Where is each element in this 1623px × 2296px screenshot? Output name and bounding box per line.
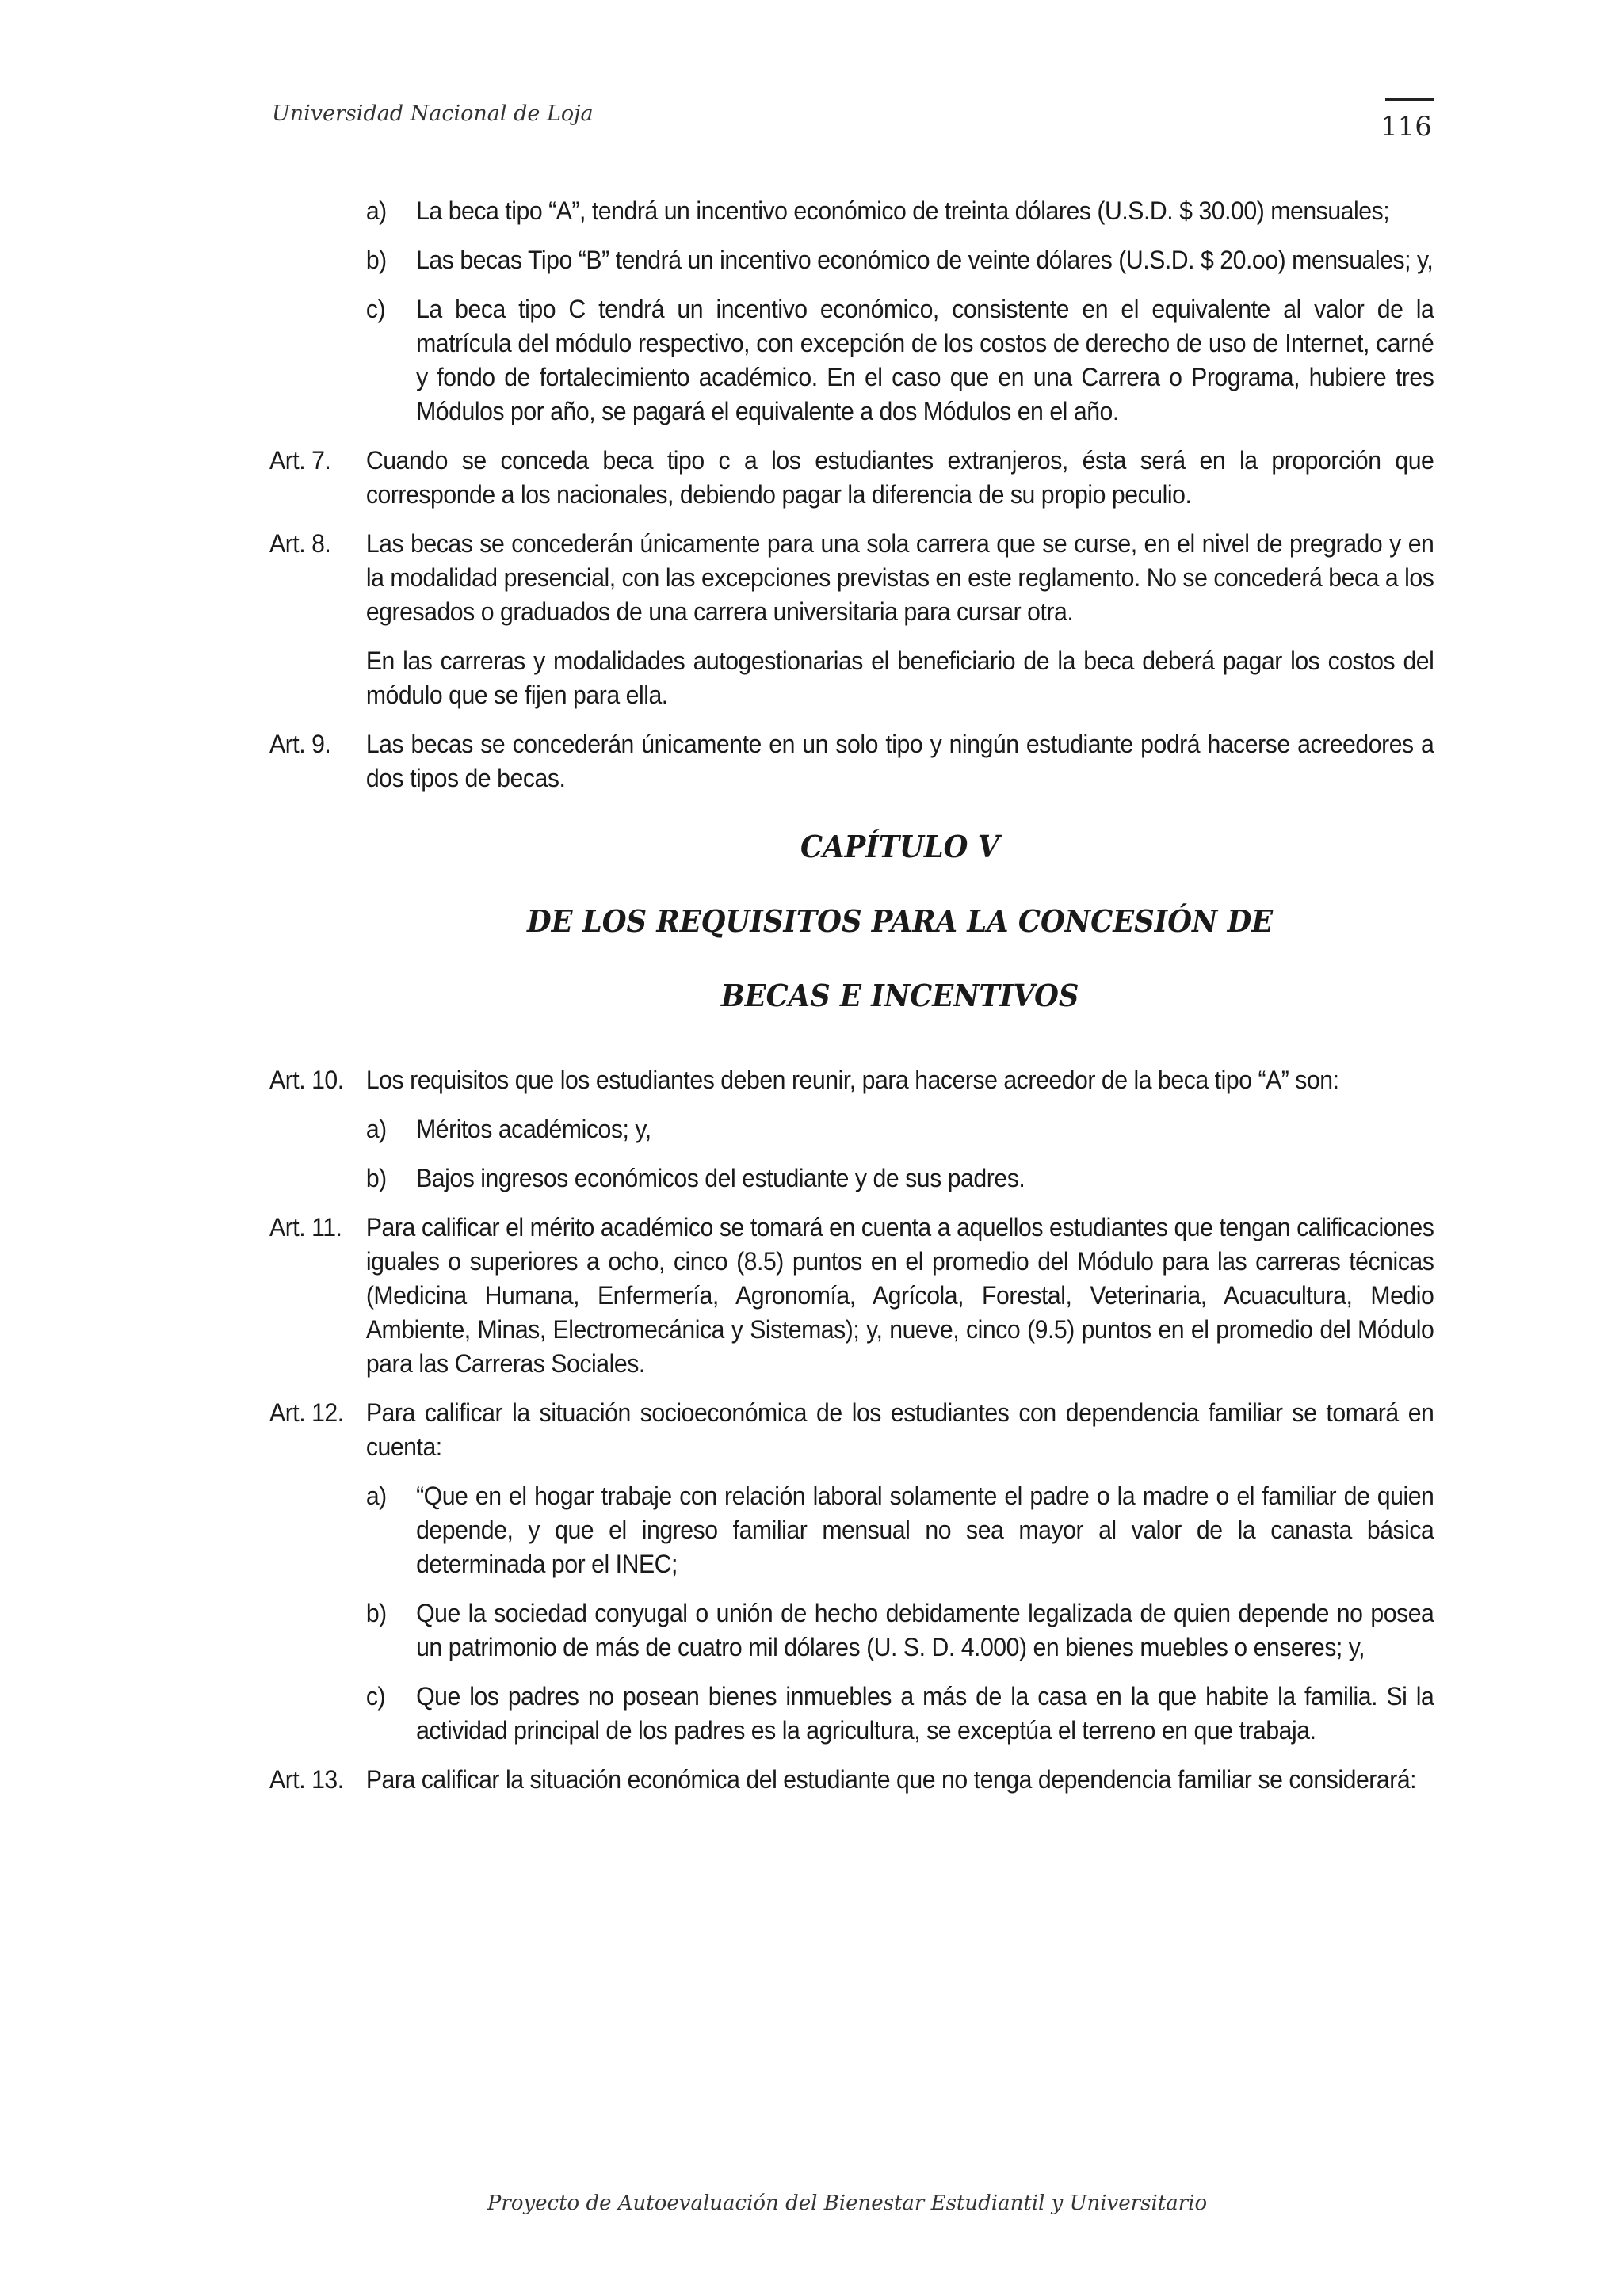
list-item [366, 1112, 1434, 1146]
article-9 [269, 727, 1434, 795]
article-8 [269, 527, 1434, 629]
article-text: Cuando se conceda beca tipo c a los estudiantes extranjeros, ésta será en la proporción que corresponde a los nacionales, debiendo pagar la diferencia de su propio peculio. [365, 446, 1434, 509]
list-item [366, 1479, 1434, 1581]
article-8-paragraph: En las carreras y modalidades autogestionarias el beneficiario de la beca deberá pagar los costos del módulo que se fijen para ella. [365, 646, 1434, 709]
item-text: Méritos académicos; y, [416, 1115, 651, 1143]
item-label: c) [365, 295, 386, 323]
article-text: Para calificar el mérito académico se tomará en cuenta a aquellos estudiantes que tengan calificaciones iguales o superiores a ocho, cinco (8.5) puntos en el promedio del Módulo para las carreras técnicas (Medicina Humana, Enfermería, Agronomía, Agrícola, Forestal, Veterinaria, Acuacultura, Medio Ambiente, Minas, Electromecánica y Sistemas); y, nueve, cinco (9.5) puntos en el promedio del Módulo para las Carreras Sociales. [365, 1213, 1434, 1378]
page-footer: Proyecto de Autoevaluación del Bienestar Estudiantil y Universitario [487, 2191, 1208, 2215]
item-label: b) [365, 246, 387, 274]
article-11 [269, 1211, 1434, 1381]
item-text: La beca tipo “A”, tendrá un incentivo económico de treinta dólares (U.S.D. $ 30.00) mensuales; [416, 196, 1390, 225]
article-text: Las becas se concederán únicamente para una sola carrera que se curse, en el nivel de pregrado y en la modalidad presencial, con las excepciones previstas en este reglamento. No se concederá beca a los egresados o graduados de una carrera universitaria para cursar otra. [365, 529, 1434, 626]
list-item [366, 1161, 1434, 1196]
item-text: “Que en el hogar trabaje con relación laboral solamente el padre o la madre o el familiar de quien depende, y que el ingreso familiar mensual no sea mayor al valor de la canasta básica determinada por el INEC; [416, 1482, 1434, 1578]
article-10 [269, 1063, 1434, 1097]
article-label: Art. 12. [269, 1398, 344, 1427]
chapter-title-line1: DE LOS REQUISITOS PARA LA CONCESIÓN DE [527, 903, 1274, 939]
article-label: Art. 8. [269, 529, 331, 558]
header-institution: Universidad Nacional de Loja [272, 101, 594, 126]
article-text: Para calificar la situación socioeconómica de los estudiantes con dependencia familiar se tomará en cuenta: [365, 1398, 1434, 1461]
list-item [366, 1680, 1434, 1748]
item-label: a) [365, 196, 387, 225]
item-label: a) [365, 1482, 387, 1510]
list-item [366, 1596, 1434, 1665]
list-item [366, 194, 1434, 228]
list-item [366, 243, 1434, 277]
document-body [269, 194, 1434, 1812]
item-text: Las becas Tipo “B” tendrá un incentivo económico de veinte dólares (U.S.D. $ 20.oo) mensuales; y, [416, 246, 1434, 274]
article-13 [269, 1763, 1434, 1797]
article-label: Art. 11. [269, 1213, 342, 1241]
item-text: Bajos ingresos económicos del estudiante y de sus padres. [416, 1164, 1025, 1192]
item-text: La beca tipo C tendrá un incentivo económico, consistente en el equivalente al valor de la matrícula del módulo respectivo, con excepción de los costos de derecho de uso de Internet, carné y fondo de fortalecimiento académico. En el caso que en una Carrera o Programa, hubiere tres Módulos por año, se pagará el equivalente a dos Módulos en el año. [416, 295, 1434, 425]
list-item [366, 292, 1434, 429]
item-text: Que los padres no posean bienes inmuebles a más de la casa en la que habite la familia. Si la actividad principal de los padres es la agricultura, se exceptúa el terreno en que trabaja. [416, 1682, 1434, 1745]
chapter-number: CAPÍTULO V [800, 829, 1000, 864]
article-label: Art. 9. [269, 730, 331, 758]
item-label: b) [365, 1599, 387, 1627]
header-rule [1385, 98, 1434, 101]
page-number: 116 [1381, 111, 1432, 143]
article-text: Las becas se concederán únicamente en un solo tipo y ningún estudiante podrá hacerse acreedores a dos tipos de becas. [365, 730, 1434, 792]
article-label: Art. 10. [269, 1066, 344, 1094]
article-7 [269, 444, 1434, 512]
article-text: Para calificar la situación económica del estudiante que no tenga dependencia familiar se considerará: [365, 1765, 1417, 1794]
item-text: Que la sociedad conyugal o unión de hecho debidamente legalizada de quien depende no posea un patrimonio de más de cuatro mil dólares (U. S. D. 4.000) en bienes muebles o enseres; y, [416, 1599, 1434, 1661]
chapter-title-line2: BECAS E INCENTIVOS [720, 978, 1079, 1013]
article-label: Art. 7. [269, 446, 331, 475]
item-label: c) [365, 1682, 386, 1711]
item-label: a) [365, 1115, 387, 1143]
article-text: Los requisitos que los estudiantes deben reunir, para hacerse acreedor de la beca tipo “A” son: [365, 1066, 1339, 1094]
article-label: Art. 13. [269, 1765, 344, 1794]
item-label: b) [365, 1164, 387, 1192]
article-12 [269, 1396, 1434, 1464]
